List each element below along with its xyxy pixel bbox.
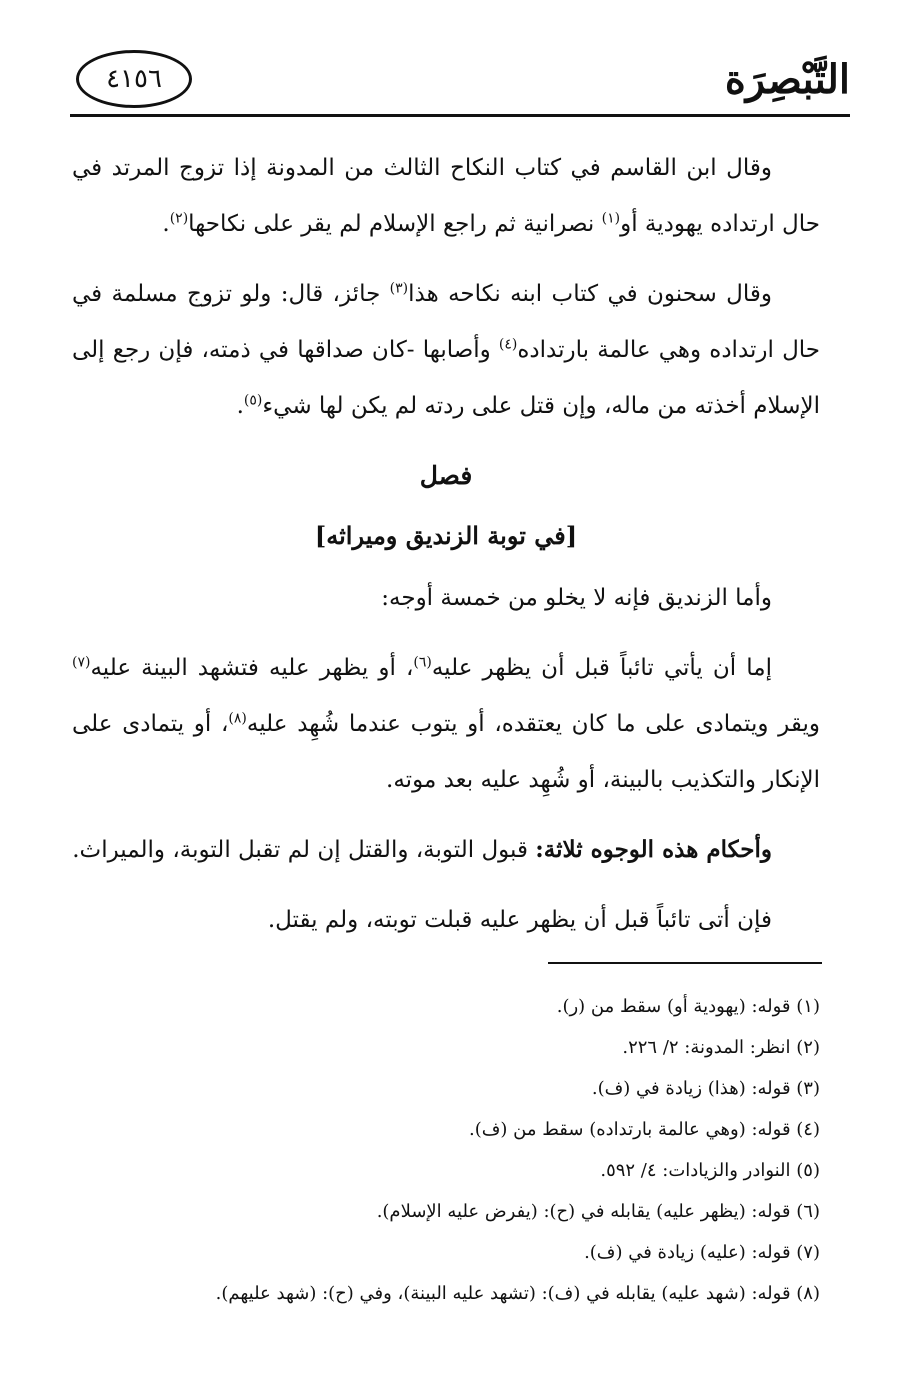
p2-text-1: وقال سحنون في كتاب ابنه نكاحه هذا — [408, 281, 772, 307]
paragraph-2 — [72, 266, 820, 434]
footnote-ref-4: (٤) — [498, 336, 518, 353]
footnote-separator — [548, 962, 822, 964]
page-number: ٤١٥٦ — [106, 64, 162, 94]
footnote-item: (٨) قوله: (شهد عليه) يقابله في (ف): (تشهد عليه البينة)، وفي (ح): (شهد عليهم). — [215, 1283, 820, 1304]
p5-rest: قبول التوبة، والقتل إن لم تقبل التوبة، والميراث. — [72, 837, 536, 863]
p2-text-4: . — [236, 393, 244, 419]
footnote-item: (٤) قوله: (وهي عالمة بارتداده) سقط من (ف). — [468, 1119, 820, 1140]
footnote-item: (٦) قوله: (يظهر عليه) يقابله في (ح): (يفرض عليه الإسلام). — [376, 1201, 820, 1222]
footnote-ref-5: (٥) — [243, 392, 263, 409]
footnote-ref-7: (٧) — [72, 654, 91, 671]
p4-text-3: ويقر ويتمادى على ما كان يعتقده، أو يتوب عندما شُهِد عليه — [246, 711, 820, 737]
paragraph-3: وأما الزنديق فإنه لا يخلو من خمسة أوجه: — [381, 585, 772, 611]
section-subheading: [في توبة الزنديق وميراثه] — [314, 521, 578, 550]
paragraph-5 — [72, 822, 820, 878]
main-text — [72, 140, 820, 962]
footnote-ref-8: (٨) — [228, 710, 247, 727]
section-heading: فصل — [419, 461, 473, 490]
footnote-item: (٢) انظر: المدونة: ٢/ ٢٢٦. — [622, 1037, 820, 1058]
footnote-ref-2: (٢) — [169, 210, 189, 227]
p2-text-2: جائز، قال: ولو تزوج مسلمة في حال ارتداده وهي عالمة بارتداده — [72, 281, 821, 363]
page-header — [70, 40, 850, 122]
footnote-item: (١) قوله: (يهودية أو) سقط من (ر). — [556, 996, 820, 1017]
p1-text-2: نصرانية ثم راجع الإسلام لم يقر على نكاحها — [188, 211, 602, 237]
paragraph-4 — [72, 640, 820, 808]
footnote-ref-3: (٣) — [389, 280, 409, 297]
paragraph-1 — [72, 140, 820, 252]
p1-text-3: . — [162, 211, 170, 237]
p4-text-4: ، أو يتمادى على الإنكار والتكذيب بالبينة، أو شُهِد عليه بعد موته. — [72, 711, 820, 793]
footnote-item: (٣) قوله: (هذا) زيادة في (ف). — [591, 1078, 820, 1099]
paragraph-6: فإن أتى تائباً قبل أن يظهر عليه قبلت توبته، ولم يقتل. — [267, 907, 772, 933]
footnote-ref-6: (٦) — [413, 654, 432, 671]
p1-text-1: وقال ابن القاسم في كتاب النكاح الثالث من المدونة إذا تزوج المرتد في حال ارتداده يهودية أو — [72, 155, 820, 237]
book-title: التَّبْصِرَة — [724, 56, 850, 103]
p4-text-1: إما أن يأتي تائباً قبل أن يظهر عليه — [431, 655, 772, 681]
p4-text-2: ، أو يظهر عليه فتشهد البينة عليه — [90, 655, 414, 681]
footnote-ref-1: (١) — [601, 210, 621, 227]
footnote-item: (٧) قوله: (عليه) زيادة في (ف). — [584, 1242, 820, 1263]
footnotes-list — [72, 986, 820, 1314]
p2-text-3: وأصابها -كان صداقها في ذمته، فإن رجع إلى الإسلام أخذته من ماله، وإن قتل على ردته لم يكن لها شيء — [72, 337, 820, 419]
header-rule — [70, 114, 850, 117]
p5-bold-lead: وأحكام هذه الوجوه ثلاثة: — [535, 836, 772, 863]
footnote-item: (٥) النوادر والزيادات: ٤/ ٥٩٢. — [600, 1160, 820, 1181]
page-number-badge — [76, 50, 190, 106]
